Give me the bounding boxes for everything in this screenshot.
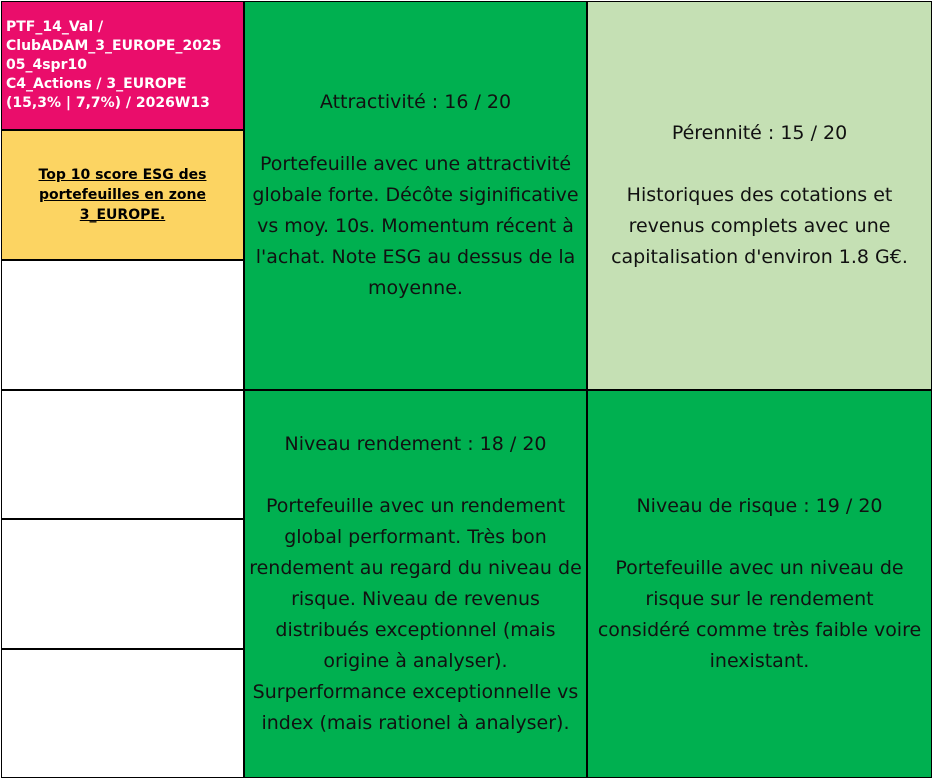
risque-score-cell	[587, 390, 932, 778]
top10-link[interactable]: Top 10 score ESG des portefeuilles en zone 3_EUROPE.	[38, 167, 207, 223]
risque-description: Portefeuille avec un niveau de risque sur le rendement considéré comme très faible voire inexistant.	[597, 557, 922, 672]
rendement-title: Niveau rendement : 18 / 20	[284, 433, 547, 455]
top10-link-cell[interactable]	[1, 130, 244, 260]
perennite-title: Pérennité : 15 / 20	[671, 122, 848, 144]
portfolio-identifier-cell	[1, 1, 244, 130]
blank-cell-4	[1, 649, 244, 778]
risque-title: Niveau de risque : 19 / 20	[636, 495, 883, 517]
attractivite-description: Portefeuille avec une attractivité globale forte. Décôte siginificative vs moy. 10s. Momentum récent à l'achat. Note ESG au dessus de la moyenne.	[252, 153, 579, 299]
portfolio-line-5: (15,3% | 7,7%) / 2026W13	[6, 95, 210, 111]
perennite-description: Historiques des cotations et revenus complets avec une capitalisation d'environ 1.8 G€.	[611, 184, 908, 268]
attractivite-title: Attractivité : 16 / 20	[319, 91, 512, 113]
portfolio-line-1: PTF_14_Val /	[6, 19, 104, 35]
blank-cell-1	[1, 260, 244, 390]
portfolio-line-4: C4_Actions / 3_EUROPE	[6, 76, 187, 92]
rendement-description: Portefeuille avec un rendement global performant. Très bon rendement au regard du niveau de risque. Niveau de revenus distribués exceptionnel (mais origine à analyser). Surperformance exceptionnelle vs index (mais rationel à analyser).	[249, 495, 582, 734]
portfolio-line-3: 05_4spr10	[6, 57, 87, 73]
blank-cell-3	[1, 519, 244, 649]
attractivite-score-cell	[244, 1, 587, 390]
blank-cell-2	[1, 390, 244, 519]
perennite-score-cell	[587, 1, 932, 390]
portfolio-line-2: ClubADAM_3_EUROPE_2025	[6, 38, 222, 54]
rendement-score-cell	[244, 390, 587, 778]
